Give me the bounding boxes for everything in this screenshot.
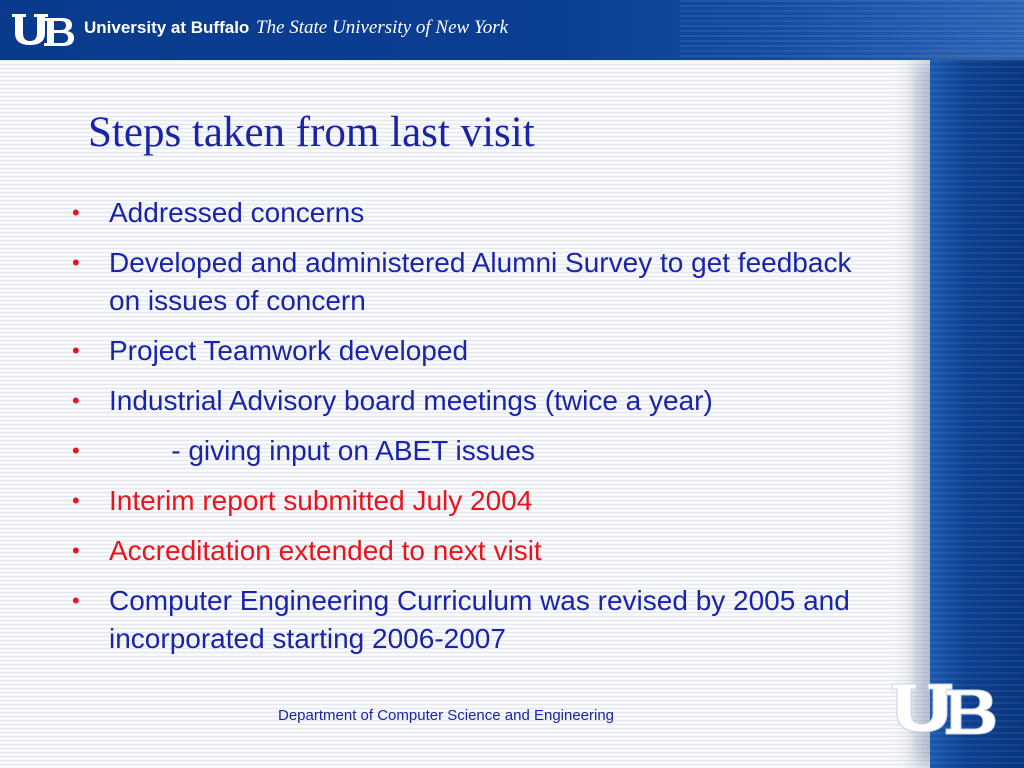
- university-name: University at Buffalo: [84, 18, 250, 37]
- university-tagline: The State University of New York: [256, 17, 509, 38]
- bullet-icon: •: [72, 438, 80, 463]
- bullet-item: [72, 332, 852, 370]
- bullet-icon: •: [72, 250, 80, 275]
- bullet-item: [72, 432, 852, 470]
- bullet-text: - giving input on ABET issues: [109, 435, 535, 466]
- footer-department: Department of Computer Science and Engineering: [278, 707, 615, 724]
- bullet-text: Developed and administered Alumni Survey to get feedback on issues of concern: [109, 247, 860, 316]
- bullet-text: Project Teamwork developed: [109, 335, 469, 366]
- right-column-stripes: [930, 60, 1024, 768]
- bullet-list: [72, 194, 860, 670]
- bullet-item: [72, 582, 858, 658]
- bullet-text: Interim report submitted July 2004: [109, 485, 533, 516]
- bullet-item: [72, 382, 852, 420]
- slide-title: Steps taken from last visit: [88, 109, 535, 156]
- right-decorative-column: [930, 60, 1024, 768]
- bullet-item: [72, 194, 852, 232]
- bullet-item: [72, 482, 852, 520]
- ub-corner-logo-icon: [888, 680, 1006, 738]
- bullet-text: Computer Engineering Curriculum was revised by 2005 and incorporated starting 2006-2007: [109, 585, 858, 654]
- bullet-item: [72, 532, 852, 570]
- header-stripes: [680, 0, 1024, 60]
- bullet-icon: •: [72, 338, 80, 363]
- bullet-text: Industrial Advisory board meetings (twice a year): [109, 385, 713, 416]
- ub-logo-icon: [10, 12, 76, 48]
- bullet-item: [72, 244, 860, 320]
- bullet-icon: •: [72, 388, 80, 413]
- bullet-text: Addressed concerns: [109, 197, 365, 228]
- header-bar: [0, 0, 1024, 60]
- bullet-icon: •: [72, 538, 80, 563]
- bullet-icon: •: [72, 588, 80, 613]
- bullet-text: Accreditation extended to next visit: [109, 535, 542, 566]
- bullet-icon: •: [72, 488, 80, 513]
- bullet-icon: •: [72, 200, 80, 225]
